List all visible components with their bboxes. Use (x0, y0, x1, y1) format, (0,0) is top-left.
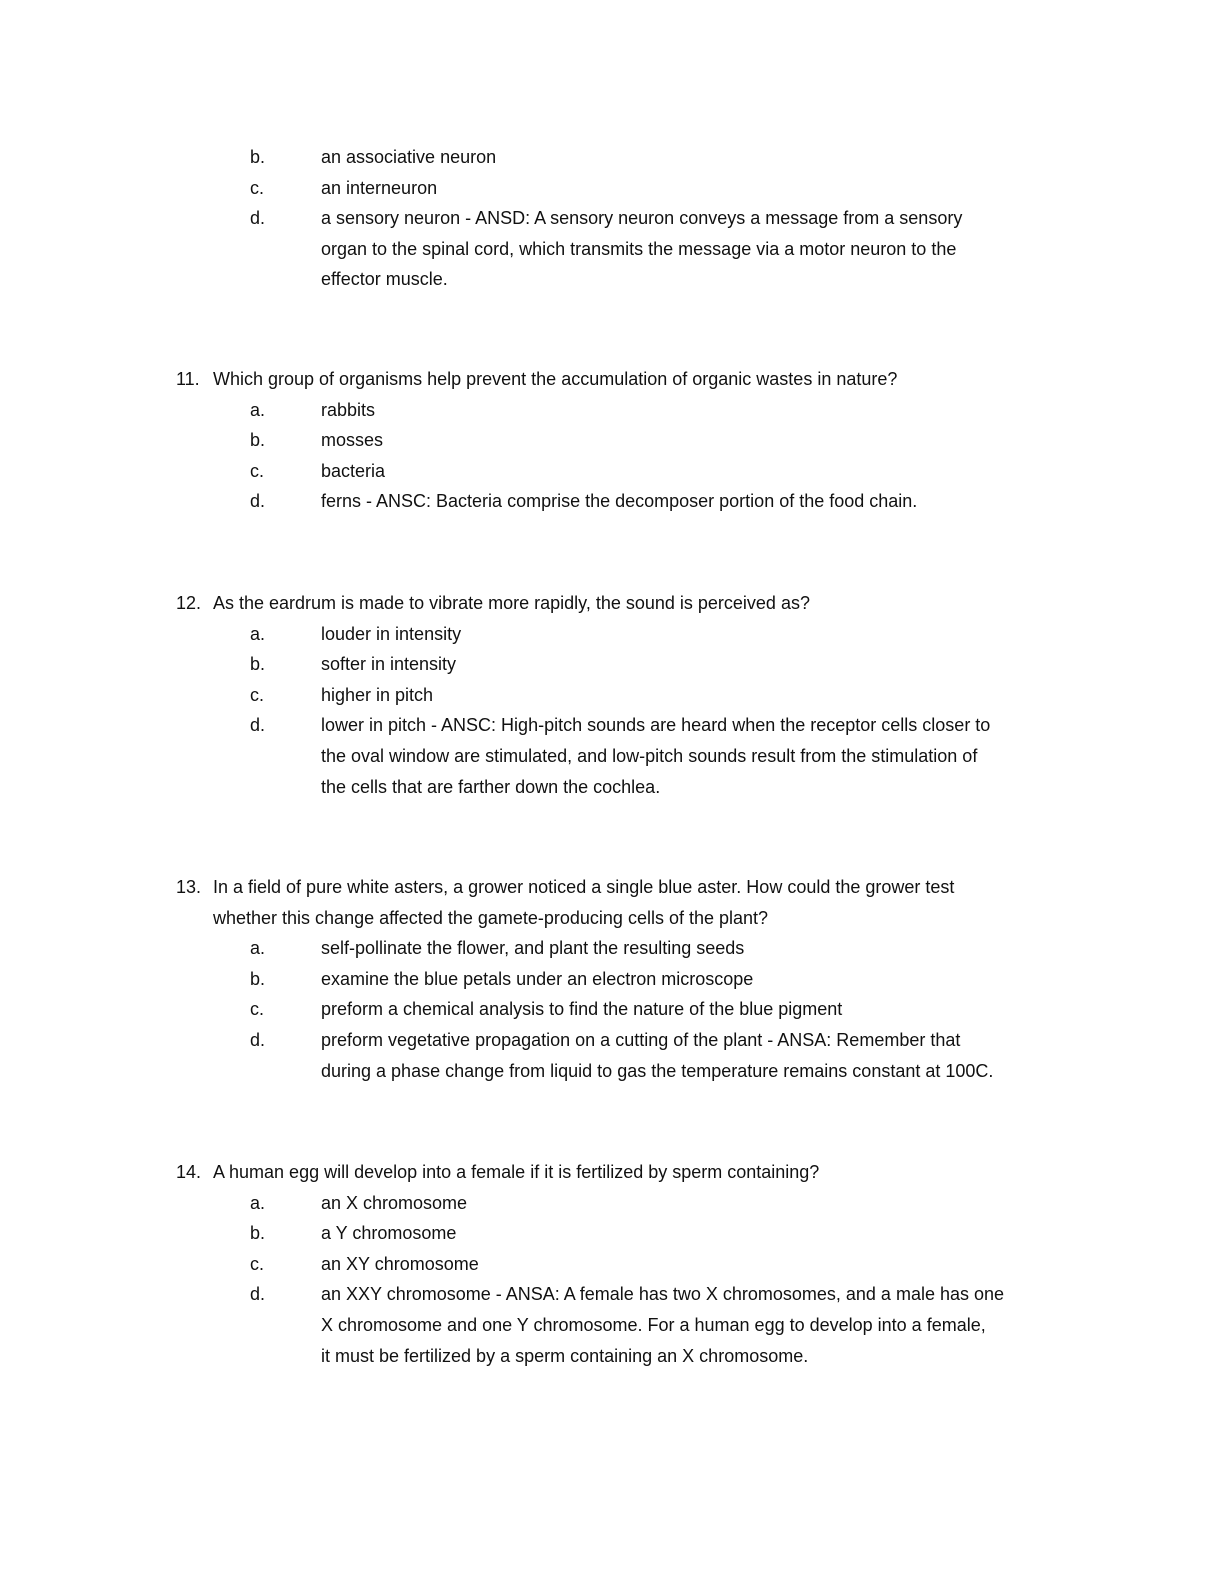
option-text: X chromosome and one Y chromosome. For a human egg to develop into a female, (321, 1314, 986, 1335)
answer-option (0, 1341, 1224, 1372)
question-line (0, 1157, 1224, 1188)
option-label: d. (250, 208, 266, 229)
option-text: an X chromosome (321, 1192, 468, 1213)
question-line (0, 872, 1224, 903)
answer-option (0, 649, 1224, 680)
option-text: a Y chromosome (321, 1223, 457, 1244)
answer-option (0, 1056, 1224, 1087)
question-line (0, 364, 1224, 395)
option-text: ferns - ANSC: Bacteria comprise the decomposer portion of the food chain. (321, 491, 918, 512)
question-14 (0, 1157, 1224, 1371)
answer-option (0, 1188, 1224, 1219)
answer-option (0, 234, 1224, 265)
option-label: b. (250, 430, 266, 451)
option-label: c. (250, 1253, 265, 1274)
question-number: 12. (176, 593, 202, 613)
question-13 (0, 872, 1224, 1086)
option-text: organ to the spinal cord, which transmits the message via a motor neuron to the (321, 238, 957, 259)
option-label: d. (250, 1284, 266, 1305)
option-label: b. (250, 147, 266, 167)
option-label: b. (250, 654, 266, 675)
question-text: In a field of pure white asters, a grower noticed a single blue aster. How could the grower test (213, 877, 955, 897)
option-label: b. (250, 1223, 266, 1244)
answer-option (0, 142, 1224, 173)
question-number: 14. (176, 1162, 202, 1182)
answer-option (0, 1310, 1224, 1341)
option-text: self-pollinate the flower, and plant the resulting seeds (321, 938, 745, 959)
option-label: d. (250, 491, 266, 512)
option-text: louder in intensity (321, 623, 462, 644)
option-text: rabbits (321, 399, 376, 420)
option-text: higher in pitch (321, 684, 434, 705)
option-text: lower in pitch - ANSC: High-pitch sounds are heard when the receptor cells closer to (321, 715, 991, 736)
option-label: d. (250, 715, 266, 736)
answer-option (0, 933, 1224, 964)
option-text: preform vegetative propagation on a cutting of the plant - ANSA: Remember that (321, 1029, 961, 1050)
option-label: a. (250, 623, 266, 644)
answer-option (0, 1279, 1224, 1310)
question-text: whether this change affected the gamete-producing cells of the plant? (213, 907, 769, 928)
option-text: the oval window are stimulated, and low-pitch sounds result from the stimulation of (321, 745, 978, 766)
answer-option (0, 619, 1224, 650)
option-text: an interneuron (321, 177, 438, 198)
answer-option (0, 264, 1224, 295)
question-text: As the eardrum is made to vibrate more rapidly, the sound is perceived as? (213, 593, 810, 613)
option-text: preform a chemical analysis to find the nature of the blue pigment (321, 999, 843, 1020)
option-text: bacteria (321, 460, 386, 481)
option-text: the cells that are farther down the cochlea. (321, 776, 661, 797)
answer-option (0, 741, 1224, 772)
question-12 (0, 588, 1224, 802)
option-label: a. (250, 399, 266, 420)
question-continuation (0, 142, 1224, 295)
option-text: an XY chromosome (321, 1253, 479, 1274)
option-label: c. (250, 177, 265, 198)
answer-option (0, 203, 1224, 234)
answer-option (0, 456, 1224, 487)
answer-option (0, 425, 1224, 456)
option-label: c. (250, 460, 265, 481)
option-text: mosses (321, 430, 384, 451)
option-text: a sensory neuron - ANSD: A sensory neuron conveys a message from a sensory (321, 208, 963, 229)
option-label: a. (250, 1192, 266, 1213)
option-label: d. (250, 1029, 266, 1050)
option-text: it must be fertilized by a sperm containing an X chromosome. (321, 1345, 809, 1366)
question-line (0, 588, 1224, 619)
answer-option (0, 486, 1224, 517)
option-text: softer in intensity (321, 654, 457, 675)
question-line (0, 903, 1224, 934)
option-text: an XXY chromosome - ANSA: A female has two X chromosomes, and a male has one (321, 1284, 1005, 1305)
question-text: A human egg will develop into a female if it is fertilized by sperm containing? (213, 1162, 820, 1182)
option-text: an associative neuron (321, 147, 497, 167)
option-label: a. (250, 938, 266, 959)
answer-option (0, 680, 1224, 711)
option-text: effector muscle. (321, 269, 448, 290)
question-text: Which group of organisms help prevent the accumulation of organic wastes in nature? (213, 369, 898, 389)
option-label: c. (250, 999, 265, 1020)
question-11 (0, 364, 1224, 517)
answer-option (0, 772, 1224, 803)
question-number: 13. (176, 877, 202, 897)
answer-option (0, 173, 1224, 204)
answer-option (0, 1249, 1224, 1280)
option-text: during a phase change from liquid to gas the temperature remains constant at 100C. (321, 1060, 994, 1081)
answer-option (0, 710, 1224, 741)
answer-option (0, 964, 1224, 995)
option-label: b. (250, 968, 266, 989)
option-text: examine the blue petals under an electron microscope (321, 968, 754, 989)
answer-option (0, 395, 1224, 426)
answer-option (0, 994, 1224, 1025)
question-number: 11. (176, 369, 200, 389)
answer-option (0, 1025, 1224, 1056)
option-label: c. (250, 684, 265, 705)
answer-option (0, 1218, 1224, 1249)
